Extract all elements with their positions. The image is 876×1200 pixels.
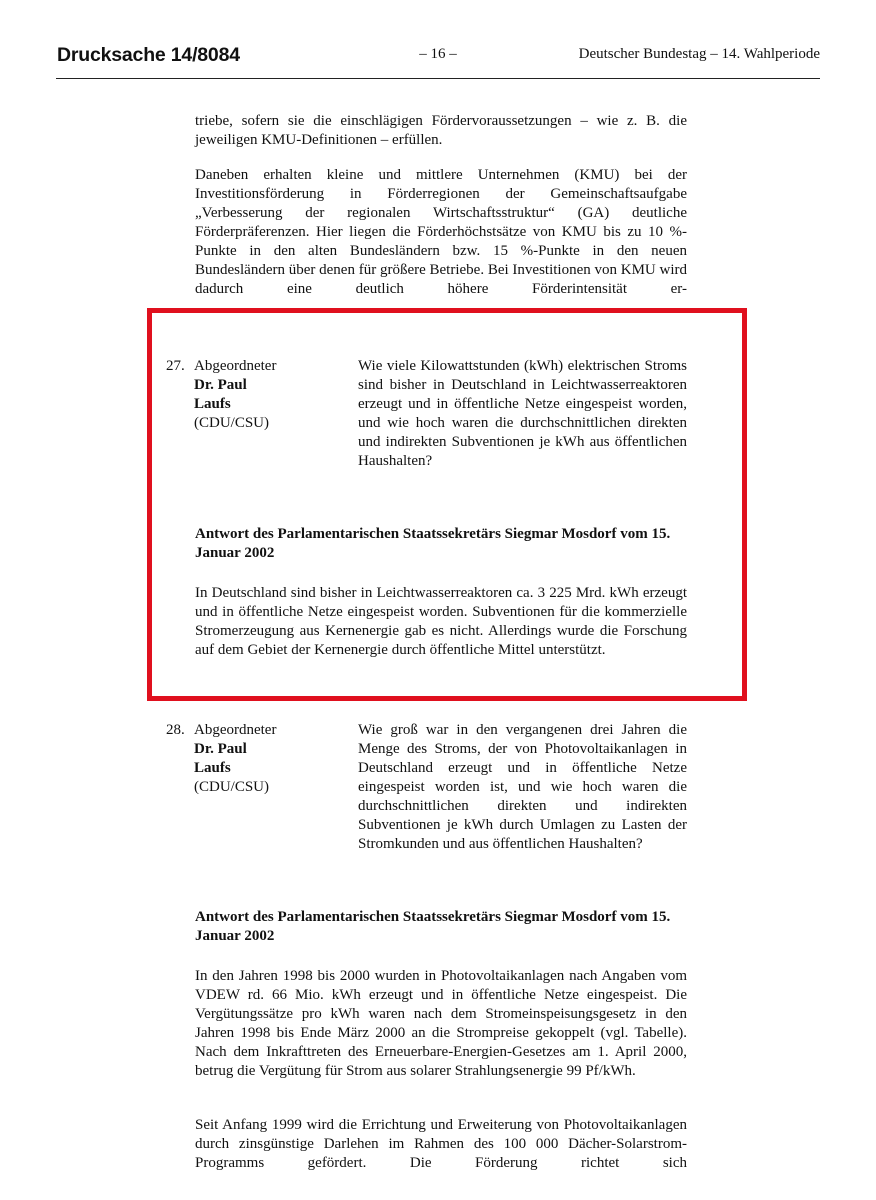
answer-paragraph: Seit Anfang 1999 wird die Errichtung und Erweiterung von Photovoltaikanlagen durch zinsgünstige Darlehen im Rahmen des 100 000 Dächer-Solarstrom-Programms gefördert. Die Förderung richtet sich xyxy=(195,1117,687,1171)
question-author xyxy=(194,721,276,797)
question-author xyxy=(194,357,276,433)
author-last-name: Laufs xyxy=(194,396,231,412)
author-party: (CDU/CSU) xyxy=(194,779,270,795)
author-last-name: Laufs xyxy=(194,760,231,776)
answer-paragraph: In den Jahren 1998 bis 2000 wurden in Photovoltaikanlagen nach Angaben vom VDEW rd. 66 Mio. kWh erzeugt und in öffentliche Netze eingespeist. Die Vergütungssätze pro kWh waren nach dem Stromeinspeisungsgesetz in den Jahren 1998 bis Ende März 2000 an die Strompreise gekoppelt (vgl. Tabelle). Nach dem Inkrafttreten des Erneuerbare-Energien-Gesetzes am 1. April 2000, betrug die Vergütung für Strom aus solarer Strahlungsenergie 99 Pf/kWh. xyxy=(195,968,687,1079)
question-number: 28. xyxy=(166,722,185,738)
page-number: – 16 – xyxy=(419,46,457,62)
page-header xyxy=(56,44,820,79)
answer-paragraph: In Deutschland sind bisher in Leichtwasserreaktoren ca. 3 225 Mrd. kWh erzeugt und in öffentliche Netze eingespeist worden. Subventionen für die kommerzielle Stromerzeugung aus Kernenergie gab es nicht. Allerdings wurde die Forschung auf dem Gebiet der Kernenergie durch öffentliche Mittel unterstützt. xyxy=(195,585,687,658)
answer-heading: Antwort des Parlamentarischen Staatssekretärs Siegmar Mosdorf vom 15. Januar 2002 xyxy=(195,526,671,561)
author-role: Abgeordneter xyxy=(194,722,277,738)
answer-heading: Antwort des Parlamentarischen Staatssekretärs Siegmar Mosdorf vom 15. Januar 2002 xyxy=(195,909,671,944)
question-text: Wie viele Kilowattstunden (kWh) elektrischen Stroms sind bisher in Deutschland in Leichtwasserreaktoren erzeugt und in öffentliche Netze eingespeist worden, und wie hoch waren die durchschnittlichen direkten und indirekten Subventionen je kWh aus öffentlichen Haushalten? xyxy=(358,358,687,469)
author-title-first: Dr. Paul xyxy=(194,741,247,757)
author-role: Abgeordneter xyxy=(194,358,277,374)
author-party: (CDU/CSU) xyxy=(194,415,270,431)
intro-paragraph-1: triebe, sofern sie die einschlägigen Fördervoraussetzungen – wie z. B. die jeweiligen KMU-Definitionen – erfüllen. xyxy=(195,113,687,148)
intro-paragraph-2: Daneben erhalten kleine und mittlere Unternehmen (KMU) bei der Investitionsförderung in Förderregionen der Gemeinschaftsaufgabe „Verbesserung der regionalen Wirtschaftsstruktur“ (GA) deutliche Förderpräferenzen. Hier liegen die Förderhöchstsätze von KMU bis zu 10 %-Punkte in den alten Bundesländern bzw. 15 %-Punkte in den neuen Bundesländern über denen für größere Betriebe. Bei Investitionen von KMU wird dadurch eine deutlich höhere Förderintensität er- xyxy=(195,167,687,297)
author-title-first: Dr. Paul xyxy=(194,377,247,393)
document-number: Drucksache 14/8084 xyxy=(57,44,240,66)
question-text: Wie groß war in den vergangenen drei Jahren die Menge des Stroms, der von Photovoltaikanlagen in Deutschland erzeugt und in öffentliche Netze eingespeist worden ist, und wie hoch waren die durchschnittlichen direkten und indirekten Subventionen je kWh durch Umlagen zu Lasten der Stromkunden und aus öffentlichen Haushalten? xyxy=(358,722,687,852)
publisher-label: Deutscher Bundestag – 14. Wahlperiode xyxy=(578,46,820,62)
question-number: 27. xyxy=(166,358,185,374)
